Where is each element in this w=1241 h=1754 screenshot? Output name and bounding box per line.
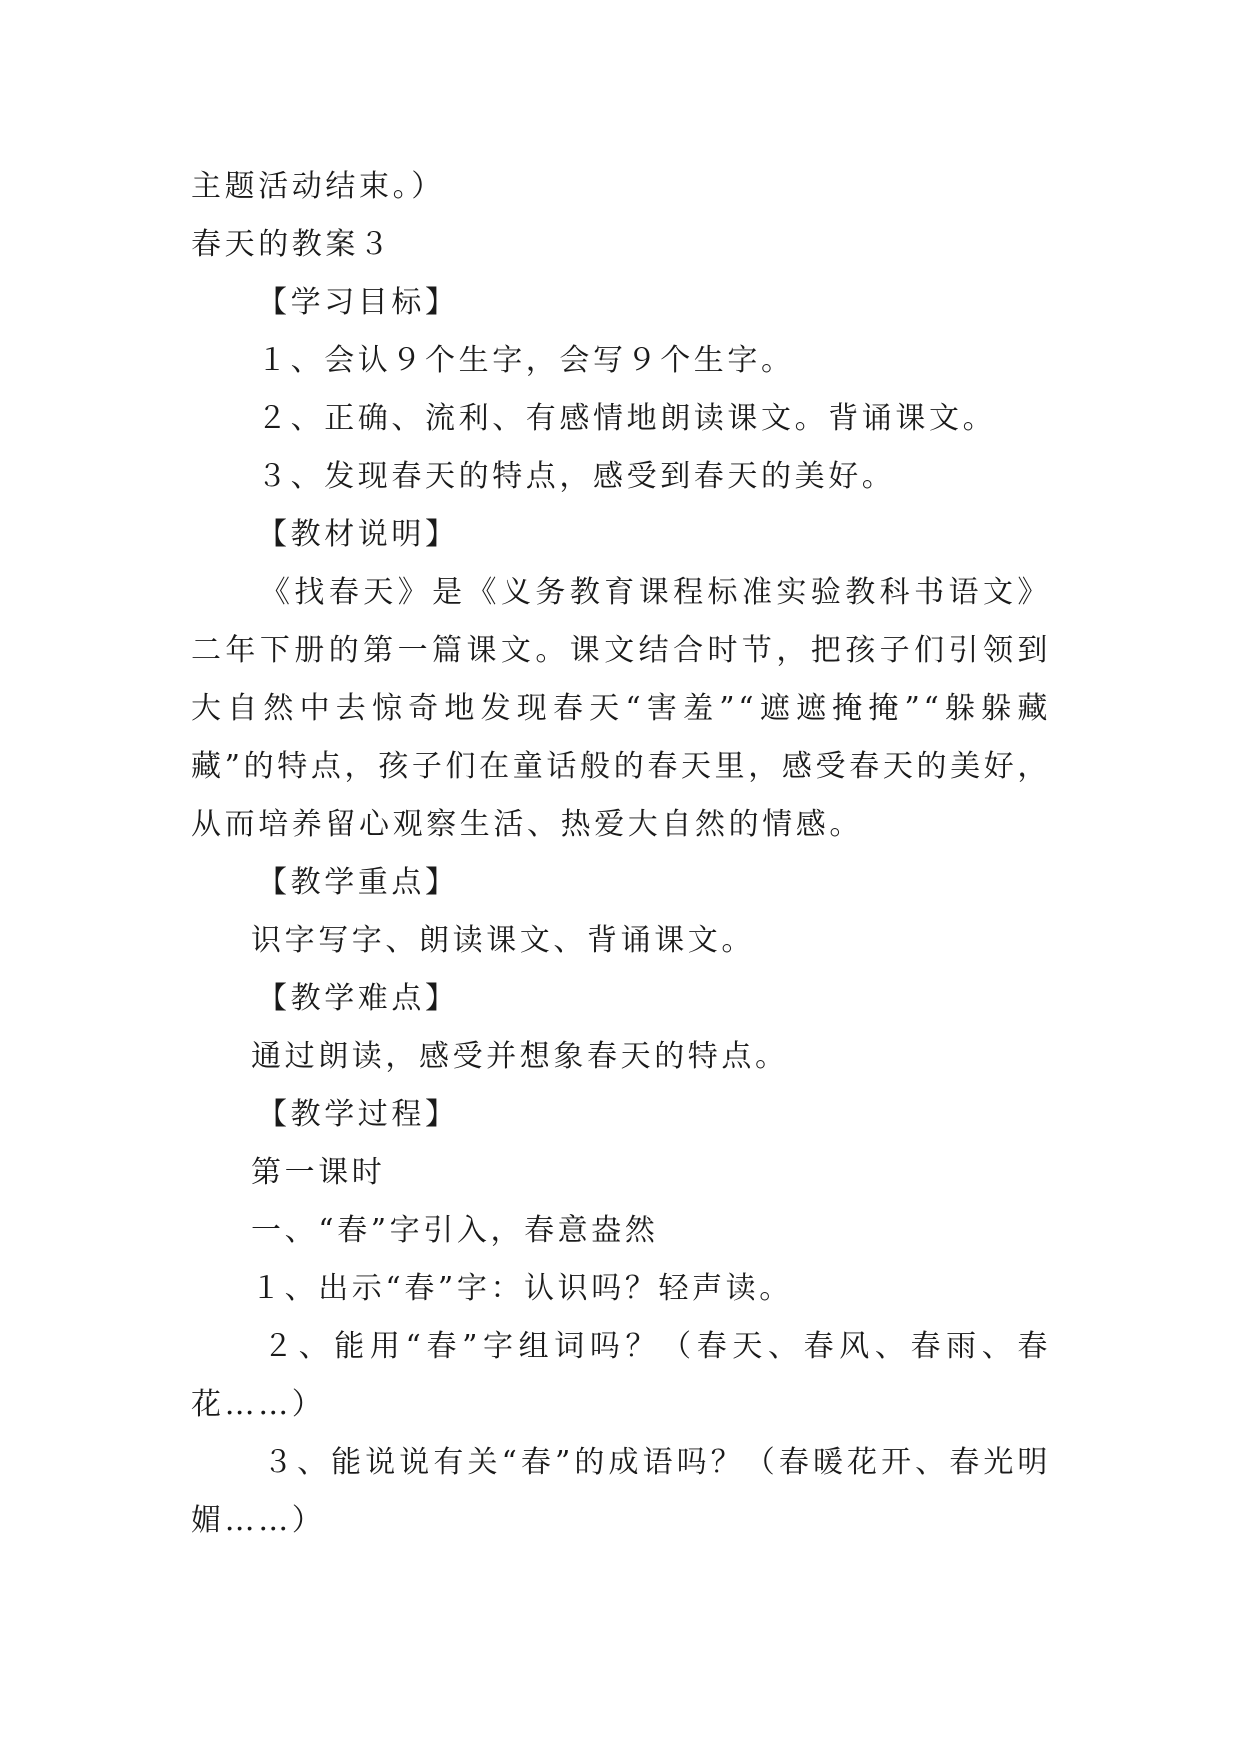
step-one-item-2: ２、能用“春”字组词吗？（春天、春风、春雨、春花……） (191, 1329, 1051, 1422)
heading-teaching-difficulty: 【教学难点】 (257, 981, 459, 1016)
goal-item-3: ３、发现春天的特点，感受到春天的美好。 (257, 459, 896, 494)
goal-item-2: ２、正确、流利、有感情地朗读课文。背诵课文。 (257, 401, 997, 436)
continued-text-line: 主题活动结束。） (191, 169, 445, 204)
teaching-focus-text: 识字写字、朗读课文、背诵课文。 (251, 923, 755, 958)
step-one-item-1: １、出示“春”字：认识吗？轻声读。 (251, 1271, 793, 1306)
heading-teaching-focus: 【教学重点】 (257, 865, 459, 900)
lesson-one-heading: 第一课时 (251, 1155, 386, 1190)
heading-material-description: 【教材说明】 (257, 517, 459, 552)
step-one-heading: 一、“春”字引入，春意盎然 (251, 1213, 659, 1248)
material-description-paragraph: 《找春天》是《义务教育课程标准实验教科书语文》二年下册的第一篇课文。课文结合时节，把孩子们引领到大自然中去惊奇地发现春天“害羞”“遮遮掩掩”“躲躲藏藏”的特点，孩子们在童话般的春天里，感受春天的美好，从而培养留心观察生活、热爱大自然的情感。 (191, 575, 1051, 842)
step-one-item-3: ３、能说说有关“春”的成语吗？（春暖花开、春光明媚……） (191, 1445, 1051, 1538)
goal-item-1: １、会认９个生字，会写９个生字。 (257, 343, 795, 378)
teaching-difficulty-text: 通过朗读，感受并想象春天的特点。 (251, 1039, 789, 1074)
heading-learning-goals: 【学习目标】 (257, 285, 459, 320)
section-title: 春天的教案３ (191, 227, 393, 262)
document-body (191, 158, 1051, 1550)
heading-teaching-process: 【教学过程】 (257, 1097, 459, 1132)
